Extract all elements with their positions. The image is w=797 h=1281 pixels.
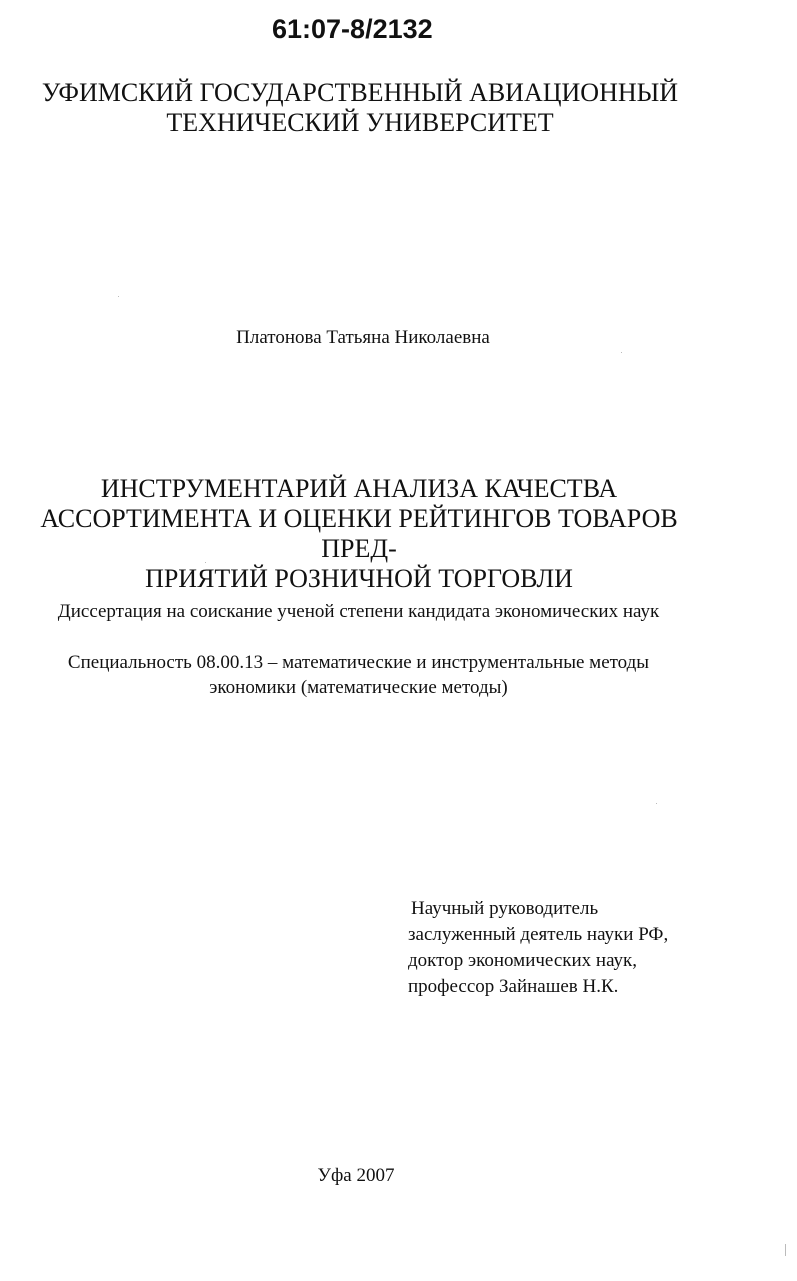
scan-speck xyxy=(656,803,657,804)
specialty-line-2: экономики (математические методы) xyxy=(209,677,508,698)
scientific-supervisor xyxy=(408,896,668,1000)
scan-speck xyxy=(785,1244,786,1256)
title-line-3: ПРИЯТИЙ РОЗНИЧНОЙ ТОРГОВЛИ xyxy=(145,564,573,593)
institution-line-2: ТЕХНИЧЕСКИЙ УНИВЕРСИТЕТ xyxy=(166,108,554,137)
supervisor-line-3: доктор экономических наук, xyxy=(408,950,638,971)
author-name: Платонова Татьяна Николаевна xyxy=(236,327,490,348)
title-line-2: АССОРТИМЕНТА И ОЦЕНКИ РЕЙТИНГОВ ТОВАРОВ ПРЕД- xyxy=(40,504,678,563)
specialty xyxy=(0,650,717,700)
scan-speck xyxy=(621,352,622,353)
title-line-1: ИНСТРУМЕНТАРИЙ АНАЛИЗА КАЧЕСТВА xyxy=(100,474,618,503)
specialty-line-1: Специальность 08.00.13 – математические и инструментальные методы xyxy=(67,652,650,673)
dissertation-title xyxy=(0,474,718,594)
city-and-year: Уфа 2007 xyxy=(317,1165,395,1186)
supervisor-line-2: заслуженный деятель науки РФ, xyxy=(408,924,669,945)
institution-name xyxy=(0,78,720,138)
degree-statement: Диссертация на соискание ученой степени кандидата экономических наук xyxy=(57,601,660,622)
supervisor-line-1: Научный руководитель xyxy=(411,898,599,919)
scan-speck xyxy=(118,296,119,297)
archive-stamp-number: 61:07-8/2132 xyxy=(272,14,433,44)
scan-speck xyxy=(205,562,206,563)
institution-line-1: УФИМСКИЙ ГОСУДАРСТВЕННЫЙ АВИАЦИОННЫЙ xyxy=(41,78,679,107)
supervisor-line-4: профессор Зайнашев Н.К. xyxy=(408,976,619,997)
